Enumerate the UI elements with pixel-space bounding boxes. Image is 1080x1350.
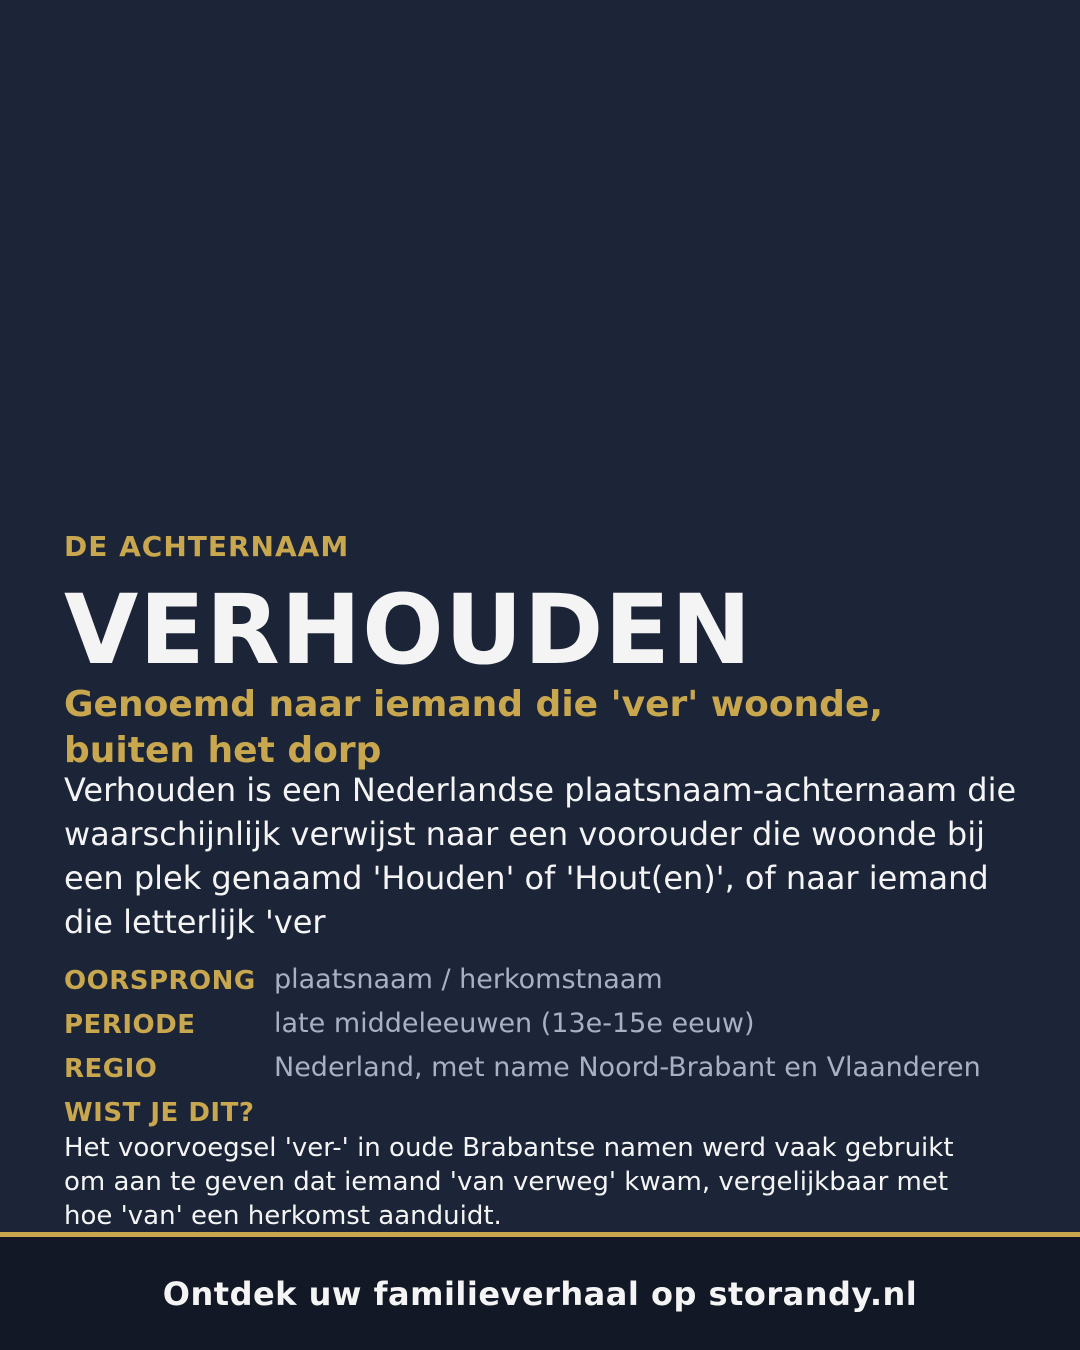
- fact-label: OORSPRONG: [64, 966, 256, 996]
- facts-list: [64, 958, 1024, 1090]
- surname-tagline: Genoemd naar iemand die 'ver' woonde, buiten het dorp: [64, 684, 884, 771]
- footer-cta-text: Ontdek uw familieverhaal op storandy.nl: [162, 1274, 918, 1313]
- did-you-know-title: WIST JE DIT?: [64, 1098, 255, 1128]
- fact-row-origin: [64, 958, 1024, 1002]
- surname-title: VERHOUDEN: [64, 574, 753, 686]
- fact-label: REGIO: [64, 1054, 158, 1084]
- footer-bar: [0, 1237, 1080, 1350]
- eyebrow-label: DE ACHTERNAAM: [64, 530, 350, 563]
- fact-value: plaatsnaam / herkomstnaam: [274, 964, 663, 995]
- fact-value: Nederland, met name Noord-Brabant en Vlaanderen: [274, 1052, 981, 1083]
- fact-label: PERIODE: [64, 1010, 196, 1040]
- fact-row-period: [64, 1002, 1024, 1046]
- did-you-know-text: Het voorvoegsel 'ver-' in oude Brabantse namen werd vaak gebruikt om aan te geven dat iemand 'van verweg' kwam, vergelijkbaar met hoe 'van' een herkomst aanduidt.: [64, 1133, 954, 1231]
- surname-description: Verhouden is een Nederlandse plaatsnaam-achternaam die waarschijnlijk verwijst naar een voorouder die woonde bij een plek genaamd 'Houden' of 'Hout(en)', of naar iemand die letterlijk 'ver: [64, 771, 1017, 941]
- fact-value: late middeleeuwen (13e-15e eeuw): [274, 1008, 755, 1039]
- fact-row-region: [64, 1046, 1024, 1090]
